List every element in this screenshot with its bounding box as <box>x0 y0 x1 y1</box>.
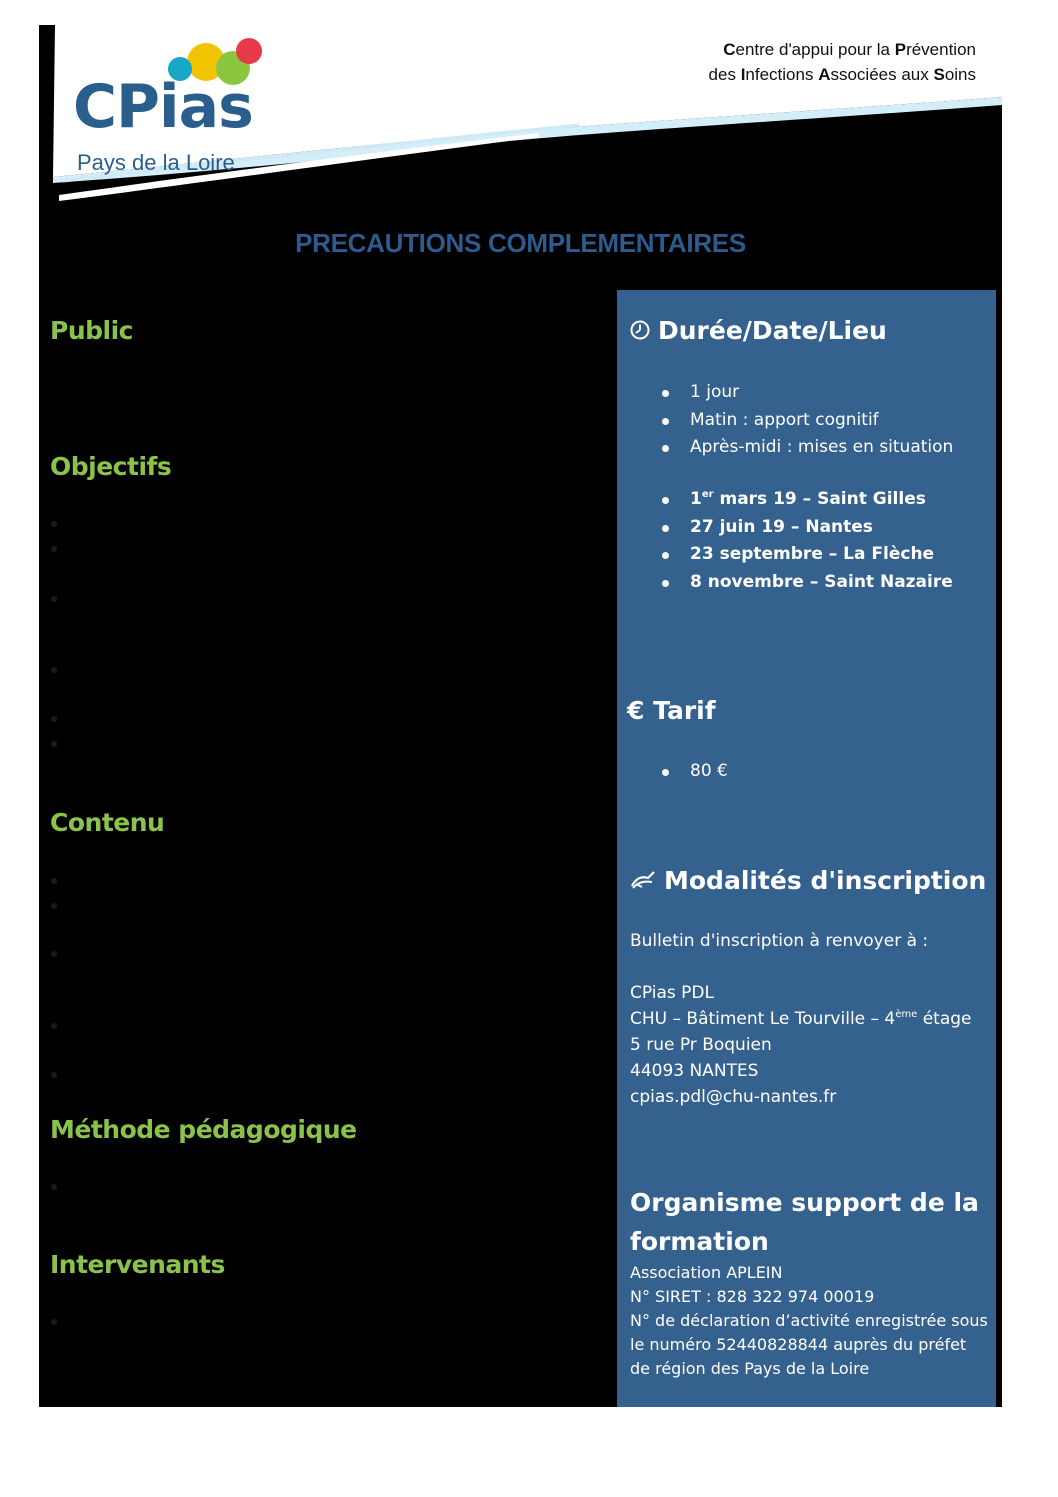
inscription-intro: Bulletin d'inscription à renvoyer à : <box>630 931 929 951</box>
organisme-line: Association APLEIN <box>630 1263 783 1282</box>
clock-icon <box>630 320 650 340</box>
address-city: 44093 NANTES <box>630 1061 759 1081</box>
section-contenu-heading: Contenu <box>50 808 165 837</box>
duree-heading <box>630 316 887 345</box>
logo-wordmark: CPias <box>73 72 253 142</box>
tagline-line-1: Centre d'appui pour la Prévention <box>723 40 976 59</box>
section-public-heading: Public <box>50 316 133 345</box>
tagline-line-2: des Infections Associées aux Soins <box>708 65 976 84</box>
address-org: CPias PDL <box>630 983 714 1003</box>
section-methode-heading: Méthode pédagogique <box>50 1115 357 1144</box>
duree-list <box>660 379 953 462</box>
list-item: 80 € <box>660 758 728 786</box>
address-building: CHU – Bâtiment Le Tourville – 4ème étage <box>630 1009 972 1029</box>
page-title: PRECAUTIONS COMPLEMENTAIRES <box>295 228 746 258</box>
organisme-line: de région des Pays de la Loire <box>630 1359 870 1378</box>
organisme-line: le numéro 52440828844 auprès du préfet <box>630 1335 967 1354</box>
bullet <box>51 741 57 747</box>
duree-heading-label: Durée/Date/Lieu <box>658 316 887 345</box>
inscription-heading <box>630 866 986 895</box>
section-objectifs-heading: Objectifs <box>50 452 172 481</box>
organisme-heading: Organisme support de la formation <box>630 1188 979 1256</box>
bullet <box>51 878 57 884</box>
header-banner <box>39 25 1002 205</box>
organisme-details <box>630 1261 988 1381</box>
euro-icon: € <box>627 696 645 725</box>
bullet <box>51 1184 57 1190</box>
bullet <box>51 546 57 552</box>
session-dates-list <box>660 486 953 596</box>
bullet <box>51 667 57 673</box>
page <box>39 25 1002 1407</box>
info-panel <box>617 290 996 1407</box>
inscription-address <box>630 980 972 1110</box>
organisme-line: N° de déclaration d’activité enregistrée sous <box>630 1311 988 1330</box>
bullet <box>51 1023 57 1029</box>
list-item: 1 jour <box>660 379 953 407</box>
bullet <box>51 521 57 527</box>
tarif-list <box>660 758 728 786</box>
session-date-item: 27 juin 19 – Nantes <box>660 514 953 542</box>
organisme-line: N° SIRET : 828 322 974 00019 <box>630 1287 875 1306</box>
bullet <box>51 596 57 602</box>
bullet <box>51 1072 57 1078</box>
bullet <box>51 903 57 909</box>
tarif-heading <box>627 696 716 725</box>
logo-subtitle: Pays de la Loire <box>77 150 235 175</box>
bullet <box>51 716 57 722</box>
contact-email[interactable]: cpias.pdl@chu-nantes.fr <box>630 1087 837 1107</box>
bullet <box>51 951 57 957</box>
list-item: Matin : apport cognitif <box>660 407 953 435</box>
session-date-item: 1er mars 19 – Saint Gilles <box>660 486 953 514</box>
bullet <box>51 1319 57 1325</box>
tarif-heading-label: Tarif <box>653 696 716 725</box>
writing-hand-icon <box>630 870 656 890</box>
address-street: 5 rue Pr Boquien <box>630 1035 772 1055</box>
inscription-heading-label: Modalités d'inscription <box>664 866 987 895</box>
section-intervenants-heading: Intervenants <box>50 1250 225 1279</box>
session-date-item: 8 novembre – Saint Nazaire <box>660 569 953 597</box>
organization-tagline <box>709 37 976 87</box>
cpias-logo <box>73 37 283 187</box>
session-date-item: 23 septembre – La Flèche <box>660 541 953 569</box>
list-item: Après-midi : mises en situation <box>660 434 953 462</box>
